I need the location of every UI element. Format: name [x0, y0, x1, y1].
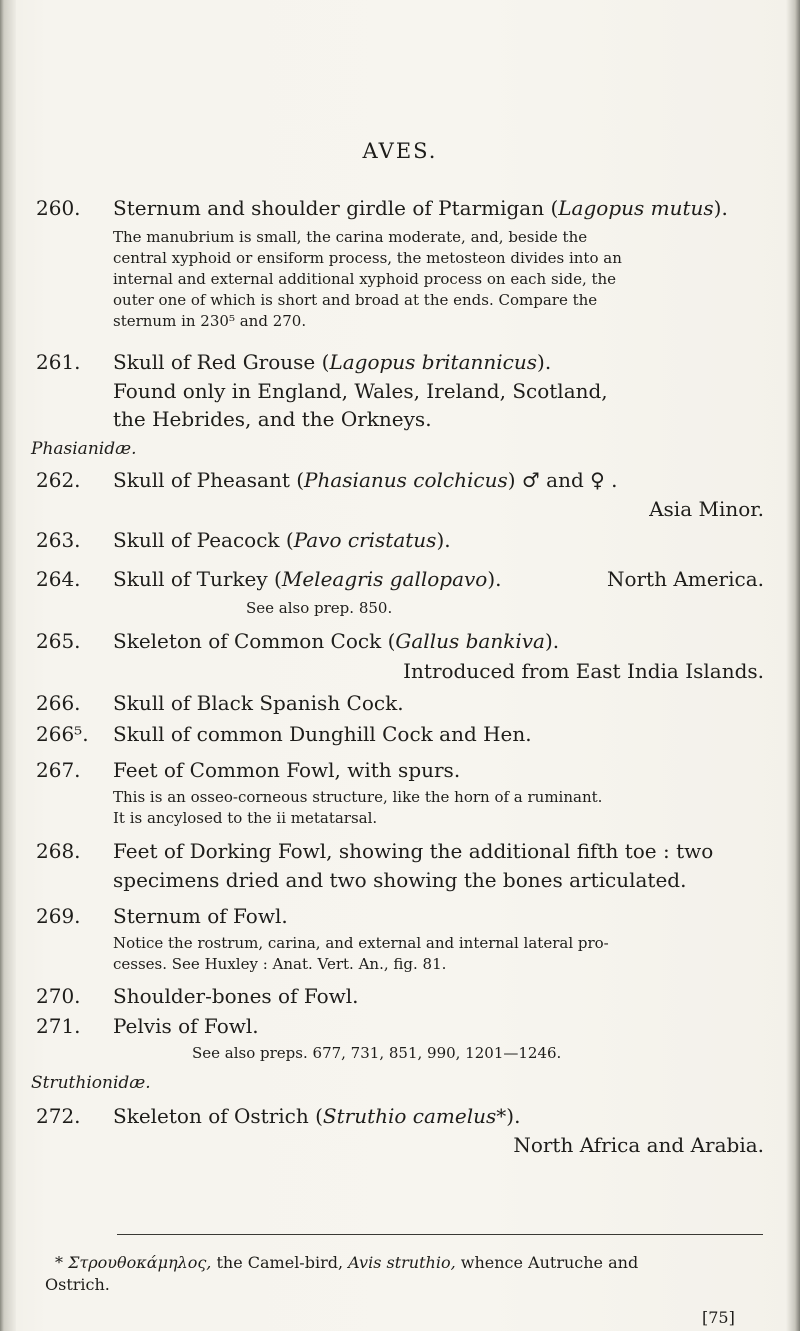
- entry-title: Skeleton of Ostrich (Struthio camelus*).: [113, 1104, 521, 1128]
- entry-title: Sternum and shoulder girdle of Ptarmigan (Lagopus mutus).: [113, 196, 728, 220]
- entry-note: cesses. See Huxley : Anat. Vert. An., fig. 81.: [113, 955, 447, 973]
- entry-note: Notice the rostrum, carina, and external and internal lateral pro-: [113, 934, 609, 952]
- entry-number: 265.: [36, 629, 81, 653]
- entry-number: 271.: [36, 1014, 81, 1038]
- entry-number: 272.: [36, 1104, 81, 1128]
- entry-note: sternum in 230⁵ and 270.: [113, 312, 307, 330]
- entry-title: Pelvis of Fowl.: [113, 1014, 259, 1038]
- entry-number: 260.: [36, 196, 81, 220]
- entry-number: 261.: [36, 350, 81, 374]
- entry-title: Skull of common Dunghill Cock and Hen.: [113, 722, 532, 746]
- entry-title: Skull of Peacock (Pavo cristatus).: [113, 528, 451, 552]
- entry-number: 268.: [36, 839, 81, 863]
- entry-title: Feet of Dorking Fowl, showing the additional fifth toe : two: [113, 839, 714, 863]
- footnote-greek: * Στρουθοκάμηλος,: [55, 1253, 212, 1272]
- entry-title: Skull of Red Grouse (Lagopus britannicus).: [113, 350, 552, 374]
- page-edge-shadow: [786, 0, 800, 1331]
- entry-note: It is ancylosed to the ii metatarsal.: [113, 809, 378, 827]
- entry-continuation: specimens dried and two showing the bones articulated.: [113, 868, 687, 892]
- entry-note: The manubrium is small, the carina moderate, and, beside the: [113, 228, 588, 246]
- entry-note: outer one of which is short and broad at the ends. Compare the: [113, 291, 598, 309]
- entry-number: 266.: [36, 691, 81, 715]
- entry-number: 262.: [36, 468, 81, 492]
- entry-note: This is an osseo-corneous structure, like the horn of a ruminant.: [113, 788, 603, 806]
- entry-locality: Introduced from East India Islands.: [403, 659, 764, 683]
- entry-number: 266⁵.: [36, 722, 89, 746]
- entry-locality: North America.: [606, 567, 764, 591]
- entry-number: 264.: [36, 567, 81, 591]
- entry-title: Sternum of Fowl.: [113, 904, 288, 928]
- entry-continuation: Found only in England, Wales, Ireland, Scotland,: [113, 379, 608, 403]
- entry-note: internal and external additional xyphoid process on each side, the: [113, 270, 617, 288]
- entry-continuation: the Hebrides, and the Orkneys.: [113, 407, 432, 431]
- family-heading: Phasianidæ.: [31, 439, 137, 459]
- entry-locality: Asia Minor.: [649, 497, 764, 521]
- entry-title: Skull of Turkey (Meleagris gallopavo).: [113, 567, 502, 591]
- entry-number: 267.: [36, 758, 81, 782]
- entry-title: Feet of Common Fowl, with spurs.: [113, 758, 461, 782]
- entry-number: 270.: [36, 984, 81, 1008]
- entry-locality: North Africa and Arabia.: [513, 1133, 764, 1157]
- page-gutter-shadow: [0, 0, 16, 1331]
- entry-note: central xyphoid or ensiform process, the metosteon divides into an: [113, 249, 622, 267]
- page-number: [75]: [702, 1308, 735, 1327]
- running-head: AVES.: [362, 139, 438, 163]
- entry-title: Skull of Black Spanish Cock.: [113, 691, 404, 715]
- footnote-rule: [117, 1234, 763, 1235]
- entry-title: Skull of Pheasant (Phasianus colchicus) ♂ and ♀ .: [113, 468, 618, 492]
- entry-number: 263.: [36, 528, 81, 552]
- entry-title: Skeleton of Common Cock (Gallus bankiva).: [113, 629, 560, 653]
- entry-note: See also preps. 677, 731, 851, 990, 1201—1246.: [192, 1044, 562, 1062]
- family-heading: Struthionidæ.: [31, 1073, 151, 1093]
- entry-number: 269.: [36, 904, 81, 928]
- book-page: AVES. 260. Sternum and shoulder girdle of Ptarmigan (Lagopus mutus). The manubrium is small, the carina moderate, and, beside the central xyphoid or ensiform process, the metosteon divides into an internal and external additional xyphoid process on each side, the outer one of which is short and broad at the ends. Compare the sternum in 230⁵ and 270. 261. Skull of Red Grouse (Lagopus britannicus). Found only in England, Wales, Ireland, Scotland, the Hebrides, and the Orkneys. Phasianidæ. 262. Skull of Pheasant (Phasianus colchicus) ♂ and ♀ . Asia Minor. 263. Skull of Peacock (Pavo cristatus). 264. Skull of Turkey (Meleagris gallopavo). North America. See also prep. 850. 265. Skeleton of Common Cock (Gallus bankiva). Introduced from East India Islands. 266. Skull of Black Spanish Cock. 266⁵. Skull of common Dunghill Cock and Hen. 267. Feet of Common Fowl, with spurs. This is an osseo-corneous structure, like the horn of a ruminant. It is ancylosed to the ii metatarsal. 268. Feet of Dorking Fowl, showing the additional fifth toe : two specimens dried and two showing the bones articulated. 269. Sternum of Fowl. Notice the rostrum, carina, and external and internal lateral pro- cesses. See Huxley : Anat. Vert. An., fig. 81. 270. Shoulder-bones of Fowl. 271. Pelvis of Fowl. See also preps. 677, 731, 851, 990, 1201—1246. Struthionidæ. 272. Skeleton of Ostrich (Struthio camelus*). North Africa and Arabia. * Στρουθοκάμηλος, the Camel-bird, Avis struthio, whence Autruche and Ostrich. [75]: [0, 0, 800, 1331]
- entry-title: Shoulder-bones of Fowl.: [113, 984, 359, 1008]
- entry-note: See also prep. 850.: [246, 599, 393, 617]
